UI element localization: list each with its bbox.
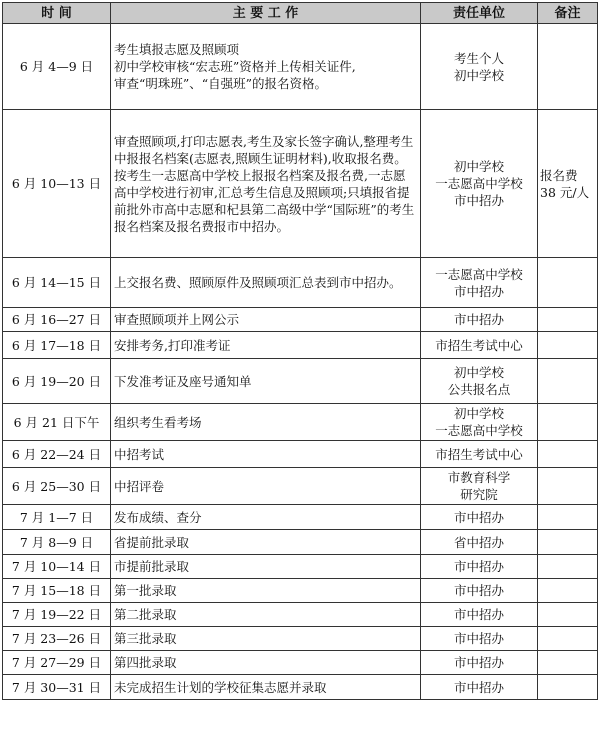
cell-task bbox=[111, 555, 421, 579]
unit-line: 市中招办 bbox=[453, 283, 504, 299]
cell-note bbox=[538, 603, 598, 627]
task-line: 第一批录取 bbox=[114, 583, 177, 598]
cell-unit bbox=[421, 359, 538, 404]
cell-unit bbox=[421, 308, 538, 332]
cell-unit bbox=[421, 110, 538, 258]
cell-date: 6 月 10—13 日 bbox=[3, 110, 111, 258]
cell-unit bbox=[421, 530, 538, 555]
task-line: 第四批录取 bbox=[114, 655, 177, 670]
cell-task bbox=[111, 441, 421, 468]
cell-note bbox=[538, 627, 598, 651]
unit-line: 市中招办 bbox=[453, 509, 504, 525]
table-row bbox=[3, 441, 598, 468]
cell-date: 7 月 10—14 日 bbox=[3, 555, 111, 579]
unit-line: 市招生考试中心 bbox=[435, 337, 523, 353]
task-line: 第三批录取 bbox=[114, 631, 177, 646]
cell-note bbox=[538, 579, 598, 603]
task-line: 审查照顾项,打印志愿表,考生及家长签字确认,整理考生中报报名档案(志愿表,照顾生证明材料),收取报名费。 bbox=[114, 133, 414, 166]
cell-unit bbox=[421, 579, 538, 603]
unit-line: 一志愿高中学校 bbox=[435, 423, 523, 438]
cell-date: 6 月 25—30 日 bbox=[3, 468, 111, 505]
unit-line: 考生个人 bbox=[453, 50, 504, 66]
unit-line: 市中招办 bbox=[453, 312, 504, 327]
table-row bbox=[3, 603, 598, 627]
table-row bbox=[3, 579, 598, 603]
cell-task bbox=[111, 468, 421, 505]
cell-note bbox=[538, 404, 598, 441]
header-unit: 责任单位 bbox=[421, 3, 538, 24]
table-row bbox=[3, 258, 598, 308]
cell-unit bbox=[421, 603, 538, 627]
header-row bbox=[3, 3, 598, 24]
unit-line: 初中学校 bbox=[453, 406, 504, 421]
cell-date: 6 月 17—18 日 bbox=[3, 332, 111, 359]
task-line: 审查照顾项并上网公示 bbox=[114, 312, 240, 327]
cell-note bbox=[538, 468, 598, 505]
cell-unit bbox=[421, 332, 538, 359]
task-line: 下发准考证及座号通知单 bbox=[114, 373, 252, 389]
task-line: 发布成绩、查分 bbox=[114, 509, 202, 525]
unit-line: 省中招办 bbox=[453, 534, 504, 550]
cell-date: 7 月 30—31 日 bbox=[3, 675, 111, 700]
table-row bbox=[3, 505, 598, 530]
task-line: 上交报名费、照顾原件及照顾项汇总表到市中招办。 bbox=[114, 275, 402, 290]
cell-note bbox=[538, 24, 598, 110]
table-row bbox=[3, 308, 598, 332]
cell-date: 7 月 8—9 日 bbox=[3, 530, 111, 555]
unit-line: 市中招办 bbox=[453, 193, 504, 208]
cell-date: 7 月 1—7 日 bbox=[3, 505, 111, 530]
cell-task bbox=[111, 505, 421, 530]
cell-unit bbox=[421, 627, 538, 651]
task-line: 审查“明珠班”、“自强班”的报名资格。 bbox=[114, 76, 328, 91]
cell-date: 7 月 23—26 日 bbox=[3, 627, 111, 651]
cell-task bbox=[111, 579, 421, 603]
table-row bbox=[3, 627, 598, 651]
cell-note bbox=[538, 308, 598, 332]
cell-unit bbox=[421, 24, 538, 110]
unit-line: 初中学校 bbox=[453, 159, 504, 174]
cell-unit bbox=[421, 555, 538, 579]
unit-line: 市中招办 bbox=[453, 583, 504, 598]
cell-date: 6 月 22—24 日 bbox=[3, 441, 111, 468]
unit-line: 一志愿高中学校 bbox=[435, 266, 523, 282]
unit-line: 市中招办 bbox=[453, 607, 504, 622]
cell-note bbox=[538, 505, 598, 530]
task-line: 中招评卷 bbox=[114, 478, 165, 494]
cell-note bbox=[538, 332, 598, 359]
task-line: 组织考生看考场 bbox=[114, 414, 202, 430]
cell-note bbox=[538, 555, 598, 579]
cell-date: 7 月 15—18 日 bbox=[3, 579, 111, 603]
cell-note bbox=[538, 675, 598, 700]
table-row bbox=[3, 24, 598, 110]
header-time: 时 间 bbox=[3, 3, 111, 24]
task-line: 安排考务,打印准考证 bbox=[114, 337, 231, 353]
table-row bbox=[3, 404, 598, 441]
cell-unit bbox=[421, 468, 538, 505]
table-row bbox=[3, 651, 598, 675]
unit-line: 市教育科学 bbox=[447, 470, 511, 485]
task-line: 中招考试 bbox=[114, 446, 165, 462]
table-row bbox=[3, 555, 598, 579]
unit-line: 市中招办 bbox=[453, 679, 504, 695]
table-row bbox=[3, 468, 598, 505]
cell-task bbox=[111, 110, 421, 258]
task-line: 考生填报志愿及照顾项 bbox=[114, 42, 240, 57]
unit-line: 初中学校 bbox=[453, 67, 504, 83]
cell-date: 6 月 19—20 日 bbox=[3, 359, 111, 404]
cell-unit bbox=[421, 675, 538, 700]
unit-line: 市中招办 bbox=[453, 559, 504, 574]
cell-task bbox=[111, 332, 421, 359]
table-row bbox=[3, 332, 598, 359]
unit-line: 初中学校 bbox=[453, 365, 504, 380]
header-task: 主 要 工 作 bbox=[111, 3, 421, 24]
table-row bbox=[3, 110, 598, 258]
cell-note: 报名费 38 元/人 bbox=[538, 110, 598, 258]
cell-task bbox=[111, 675, 421, 700]
task-line: 省提前批录取 bbox=[114, 534, 190, 550]
unit-line: 研究院 bbox=[460, 487, 498, 502]
cell-date: 6 月 14—15 日 bbox=[3, 258, 111, 308]
cell-date: 7 月 27—29 日 bbox=[3, 651, 111, 675]
cell-unit bbox=[421, 505, 538, 530]
cell-task bbox=[111, 24, 421, 110]
cell-task bbox=[111, 308, 421, 332]
task-line: 初中学校审核“宏志班”资格并上传相关证件, bbox=[114, 59, 356, 74]
cell-date: 6 月 16—27 日 bbox=[3, 308, 111, 332]
unit-line: 市中招办 bbox=[453, 631, 504, 646]
cell-task bbox=[111, 530, 421, 555]
schedule-table bbox=[2, 2, 598, 700]
table-row bbox=[3, 359, 598, 404]
cell-note bbox=[538, 651, 598, 675]
task-line: 第二批录取 bbox=[114, 607, 177, 622]
cell-date: 6 月 4—9 日 bbox=[3, 24, 111, 110]
table-row bbox=[3, 530, 598, 555]
cell-unit bbox=[421, 651, 538, 675]
cell-note bbox=[538, 441, 598, 468]
table-body bbox=[3, 24, 598, 700]
cell-task bbox=[111, 603, 421, 627]
task-line: 市提前批录取 bbox=[114, 559, 190, 574]
cell-task bbox=[111, 651, 421, 675]
cell-note bbox=[538, 530, 598, 555]
table-row bbox=[3, 675, 598, 700]
task-line: 未完成招生计划的学校征集志愿并录取 bbox=[114, 679, 327, 695]
header-note: 备注 bbox=[538, 3, 598, 24]
unit-line: 公共报名点 bbox=[447, 382, 511, 397]
cell-date: 6 月 21 日下午 bbox=[3, 404, 111, 441]
cell-note bbox=[538, 359, 598, 404]
cell-unit bbox=[421, 258, 538, 308]
cell-note bbox=[538, 258, 598, 308]
cell-task bbox=[111, 404, 421, 441]
unit-line: 市中招办 bbox=[453, 655, 504, 670]
cell-task bbox=[111, 627, 421, 651]
task-line: 按考生一志愿高中学校上报报名档案及报名费,一志愿高中学校进行初审,汇总考生信息及照顾项;只填报省提前批外市高中志愿和杞县第二高级中学“国际班”的考生报名档案及报名费报市中招办。 bbox=[114, 167, 415, 234]
cell-unit bbox=[421, 441, 538, 468]
unit-line: 市招生考试中心 bbox=[435, 446, 523, 462]
cell-task bbox=[111, 359, 421, 404]
cell-date: 7 月 19—22 日 bbox=[3, 603, 111, 627]
cell-task bbox=[111, 258, 421, 308]
cell-unit bbox=[421, 404, 538, 441]
unit-line: 一志愿高中学校 bbox=[435, 176, 523, 191]
